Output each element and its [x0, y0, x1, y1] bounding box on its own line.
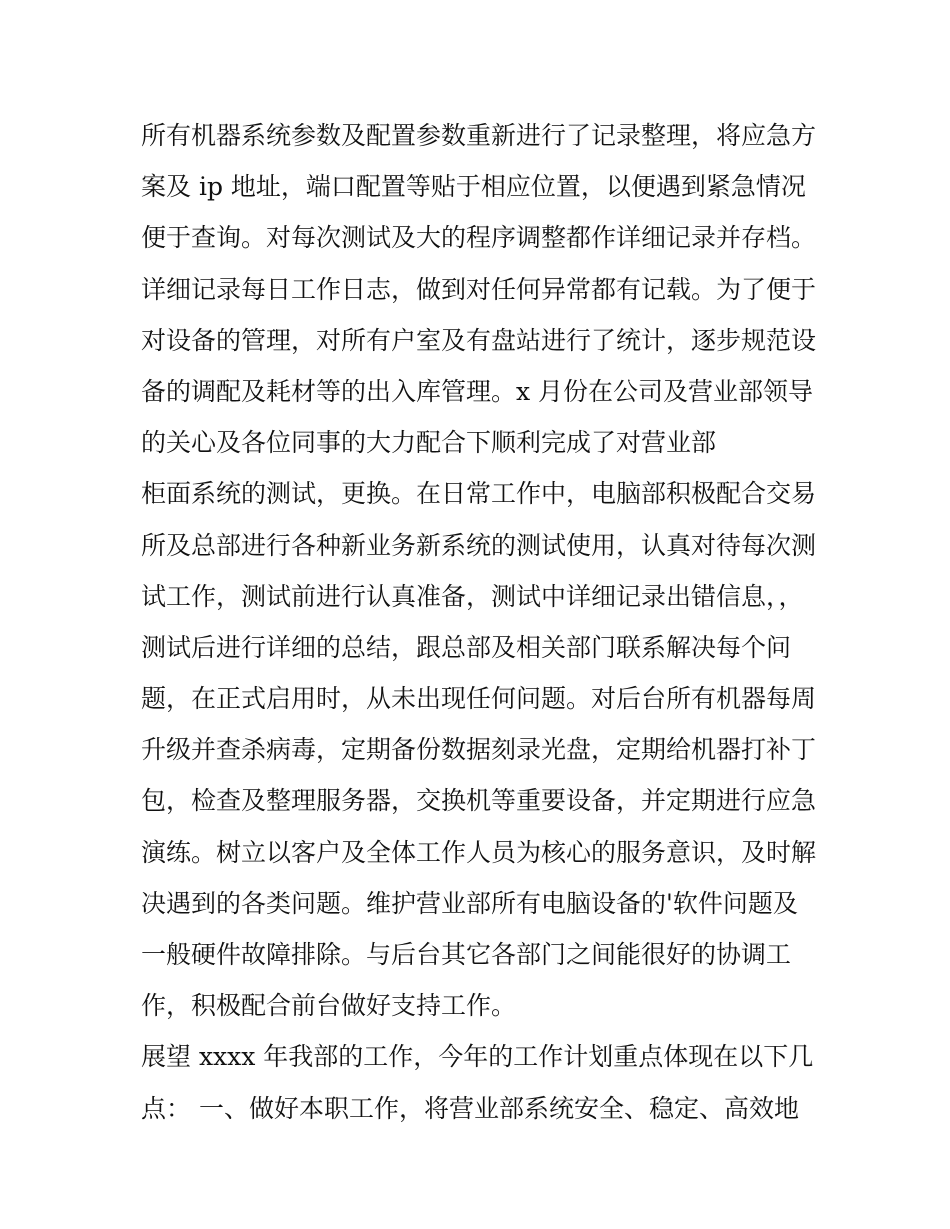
text-line: 的关心及各位同事的大力配合下顺利完成了对营业部 — [141, 428, 717, 458]
text-line: 详细记录每日工作日志，做到对任何异常都有记载。为了便于 — [141, 274, 817, 304]
text-line: 所及总部进行各种新业务新系统的测试使用，认真对待每次测 — [141, 530, 817, 560]
text-line: 便于查询。对每次测试及大的程序调整都作详细记录并存档。 — [141, 223, 817, 253]
text-line: 展望 xxxx 年我部的工作，今年的工作计划重点体现在以下几 — [141, 1042, 814, 1072]
text-line: 点： 一、做好本职工作，将营业部系统安全、稳定、高效地 — [141, 1093, 799, 1123]
text-line: 所有机器系统参数及配置参数重新进行了记录整理，将应急方 — [141, 121, 817, 150]
text-line: 测试后进行详细的总结，跟总部及相关部门联系解决每个问 — [141, 632, 792, 662]
text-line: 备的调配及耗材等的出入库管理。x 月份在公司及营业部领导 — [141, 376, 814, 406]
text-line: 柜面系统的测试，更换。在日常工作中，电脑部积极配合交易 — [141, 479, 817, 509]
text-line: 升级并查杀病毒，定期备份数据刻录光盘，定期给机器打补丁 — [141, 735, 817, 765]
text-line: 一般硬件故障排除。与后台其它各部门之间能很好的协调工 — [141, 940, 792, 969]
body-text — [141, 110, 831, 1134]
text-line: 包，检查及整理服务器，交换机等重要设备，并定期进行应急 — [141, 786, 817, 816]
text-line: 演练。树立以客户及全体工作人员为核心的服务意识，及时解 — [141, 837, 817, 867]
text-line: 对设备的管理，对所有户室及有盘站进行了统计，逐步规范设 — [141, 325, 817, 355]
text-line: 作，积极配合前台做好支持工作。 — [141, 991, 517, 1021]
text-line: 试工作，测试前进行认真准备，测试中详细记录出错信息，， — [141, 581, 804, 611]
text-line: 决遇到的各类问题。维护营业部所有电脑设备的'软件问题及 — [141, 888, 798, 918]
text-line: 案及 ip 地址，端口配置等贴于相应位置，以便遇到紧急情况 — [141, 172, 806, 202]
text-line: 题，在正式启用时，从未出现任何问题。对后台所有机器每周 — [141, 684, 817, 714]
